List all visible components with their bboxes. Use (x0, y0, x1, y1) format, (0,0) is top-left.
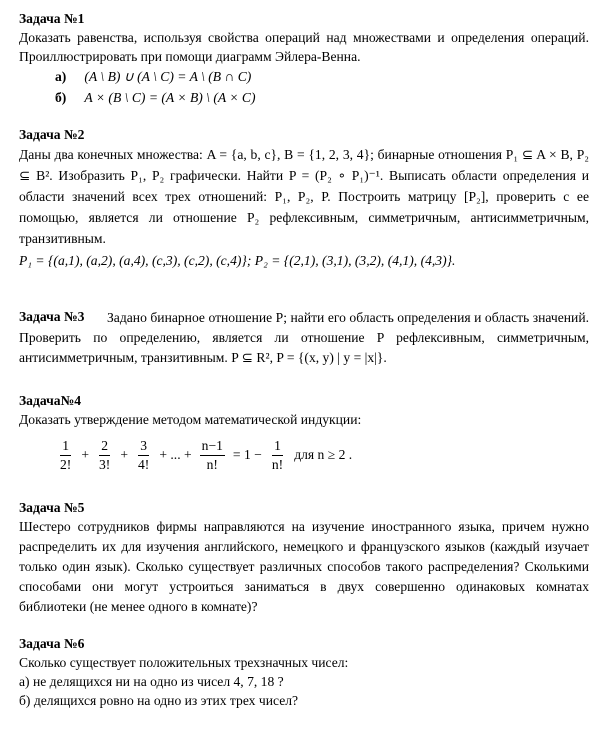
task-5-title: Задача №5 (19, 500, 85, 515)
task-6-title: Задача №6 (19, 636, 85, 651)
task-3 (19, 308, 589, 368)
task-2-relations: P₁ = {(a,1), (a,2), (a,4), (c,3), (c,2), (c,4)}; P₂ = {(2,1), (3,1), (3,2), (4,1), (4,3)}. (19, 253, 456, 268)
task-1-text: Доказать равенства, используя свойства операций над множествами и определения операций. Проиллюстрировать при помощи диаграмм Эйлера-Венна. (19, 30, 589, 64)
task-4 (19, 392, 589, 481)
item-label: а) (55, 69, 67, 84)
task-1-title: Задача №1 (19, 11, 85, 26)
task-1-item-b (19, 87, 589, 108)
task-3-title: Задача №3 (19, 309, 85, 324)
fraction: $\frac{2}{3!}$ (99, 437, 111, 472)
task-1 (19, 10, 589, 108)
task-5-text: Шестеро сотрудников фирмы направляются на изучение иностранного языка, причем нужно распределить их для изучения английского, немецкого и французского языков (каждый изучает только один язык). Сколько существует различных способов такого распределения? Сколькими способами они могут устроиться заниматься в двух совершенно одинаковых комнатах библиотеки (не менее одного в комнате)? (19, 519, 589, 614)
task-2 (19, 126, 589, 272)
task-2-text: Даны два конечных множества: A = {a, b, c}, B = {1, 2, 3, 4}; бинарные отношения P₁ ⊆ A × B, P₂ ⊆ B². Изобразить P₁, P₂ графически. Найти P = (P₂ ∘ P₁)⁻¹. Выписать области определения и области значений всех трех отношений: P₁, P₂, P. Построить матрицу [P₂], проверить с ее помощью, является ли отношение P₂ рефлексивным, симметричным, антисимметричным, транзитивным. (19, 147, 589, 246)
formula: (A \ B) ∪ (A \ C) = A \ (B ∩ C) (84, 69, 252, 84)
fraction: $\frac{3}{4!}$ (138, 437, 150, 472)
formula: A × (B \ C) = (A × B) \ (A × C) (84, 90, 256, 105)
fraction: $\frac{n-1}{n!}$ (201, 437, 223, 472)
task-2-title: Задача №2 (19, 127, 85, 142)
condition: для n ≥ 2 . (294, 447, 353, 462)
task-6 (19, 635, 589, 710)
task-6-item-b: б) делящихся ровно на одно из этих трех чисел? (19, 693, 299, 708)
task-5 (19, 499, 589, 617)
task-4-title: Задача№4 (19, 393, 82, 408)
task-6-item-a: а) не делящихся ни на одно из чисел 4, 7, 18 ? (19, 674, 284, 689)
induction-formula: $\frac{1}{2!}$ + $\frac{2}{3!}$ + $\frac{3}{4!}$ + ... + $\frac{n-1}{n!}$ = 1 − $\frac{1}{n!}$ для n ≥ 2 . (60, 437, 353, 472)
task-4-text: Доказать утверждение методом математической индукции: (19, 412, 362, 427)
fraction: $\frac{1}{2!}$ (60, 437, 72, 472)
fraction: $\frac{1}{n!}$ (271, 437, 284, 472)
task-3-text: Задано бинарное отношение P; найти его область определения и область значений. Проверить по определению, является ли отношение P рефлексивным, симметричным, антисимметричным, транзитивным. P ⊆ R², P = {(x, y) | y = |x|}. (19, 310, 589, 365)
task-6-text: Сколько существует положительных трехзначных чисел: (19, 655, 349, 670)
document-page (19, 10, 589, 710)
item-label: б) (55, 90, 67, 105)
task-1-item-a (19, 66, 589, 87)
